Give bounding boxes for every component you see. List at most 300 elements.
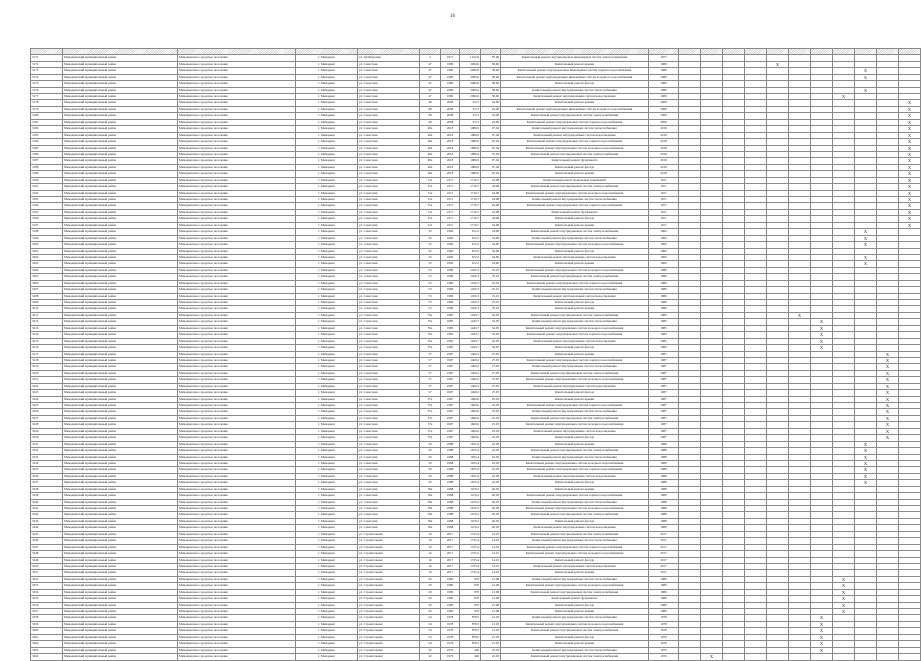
settlement-cell: Мамадышское городское поселение: [178, 151, 296, 157]
year-cell: 2017: [441, 551, 460, 557]
street-cell: ул. Советская: [358, 94, 420, 100]
city-cell: г. Мамадыш: [296, 229, 358, 235]
row-id-cell: 3252: [31, 576, 63, 582]
year-cell: 2008: [441, 100, 460, 106]
area-cell: 1710,7: [460, 177, 481, 183]
period-mark-cell: X: [877, 415, 899, 421]
city-cell: г. Мамадыш: [296, 254, 358, 260]
street-cell: ул. Советская: [358, 209, 420, 215]
period-cell: 1971: [649, 203, 679, 209]
settlement-cell: Мамадышское городское поселение: [178, 254, 296, 260]
wear-cell: 21,08: [481, 583, 501, 589]
wear-cell: 22,03: [481, 454, 501, 460]
work-type-cell: Капитальный ремонт внутридомовых систем холодного водоснабжения: [501, 190, 649, 196]
city-cell: г. Мамадыш: [296, 538, 358, 544]
district-cell: Мамадышский муниципальный район: [63, 641, 178, 647]
row-id-cell: 3180: [31, 113, 63, 119]
period-cell: 1987: [649, 390, 679, 396]
work-type-cell: Капитальный ремонт внутридомовых систем холодного водоснабжения: [501, 325, 649, 331]
period-cell: 1988: [649, 518, 679, 524]
row-id-cell: 3185: [31, 145, 63, 151]
wear-cell: 58,60: [481, 68, 501, 74]
wear-cell: 22,03: [481, 473, 501, 479]
wear-cell: 07,04: [481, 171, 501, 177]
period-cell: 1980: [649, 583, 679, 589]
row-id-cell: 3231: [31, 441, 63, 447]
wear-cell: 07,04: [481, 151, 501, 157]
area-cell: 1470,2: [460, 525, 481, 531]
city-cell: г. Мамадыш: [296, 293, 358, 299]
house-number-cell: 59а: [420, 518, 441, 524]
wear-cell: 27,05: [481, 351, 501, 357]
street-cell: ул. Советская: [358, 216, 420, 222]
street-cell: ул. Советская: [358, 190, 420, 196]
work-type-cell: Капитальный ремонт крыши: [501, 222, 649, 228]
street-cell: ул. Строительная: [358, 634, 420, 640]
period-cell: 1988: [649, 512, 679, 518]
settlement-cell: Мамадышское городское поселение: [178, 609, 296, 615]
settlement-cell: Мамадышское городское поселение: [178, 209, 296, 215]
period-cell: 1986: [649, 274, 679, 280]
district-cell: Мамадышский муниципальный район: [63, 460, 178, 466]
work-type-cell: Капитальный ремонт внутридомовых систем горячего водоснабжения: [501, 139, 649, 145]
district-cell: Мамадышский муниципальный район: [63, 538, 178, 544]
year-cell: 2008: [441, 106, 460, 112]
house-number-cell: 48: [420, 100, 441, 106]
row-id-cell: 3259: [31, 621, 63, 627]
house-number-cell: 51а: [420, 203, 441, 209]
house-number-cell: 57: [420, 383, 441, 389]
street-cell: ул. Строительная: [358, 609, 420, 615]
period-mark-cell: X: [877, 370, 899, 376]
year-cell: 1976: [441, 654, 460, 660]
period-cell: 1978: [649, 628, 679, 634]
district-cell: Мамадышский муниципальный район: [63, 209, 178, 215]
work-type-cell: Капитальный ремонт внутридомовых систем водоотведения: [501, 254, 649, 260]
period-mark-cell: X: [899, 113, 921, 119]
house-number-cell: 32: [420, 647, 441, 653]
house-number-cell: 51а: [420, 209, 441, 215]
work-type-cell: Капитальный ремонт внутридомовых систем водоотведения: [501, 132, 649, 138]
year-cell: 2018: [441, 132, 460, 138]
street-cell: ул. Строительная: [358, 615, 420, 621]
settlement-cell: Мамадышское городское поселение: [178, 512, 296, 518]
year-cell: 1980: [441, 596, 460, 602]
work-type-cell: Капитальный ремонт крыши: [501, 100, 649, 106]
city-cell: г. Мамадыш: [296, 428, 358, 434]
period-mark-cell: X: [899, 106, 921, 112]
district-cell: Мамадышский муниципальный район: [63, 415, 178, 421]
work-type-cell: Капитальный ремонт внутридомовых систем теплоснабжения: [501, 197, 649, 203]
city-cell: г. Мамадыш: [296, 242, 358, 248]
district-cell: Мамадышский муниципальный район: [63, 267, 178, 273]
area-cell: 1986,9: [460, 132, 481, 138]
wear-cell: 22,03: [481, 467, 501, 473]
period-cell: 1980: [649, 74, 679, 80]
street-cell: ул. Строительная: [358, 621, 420, 627]
city-cell: г. Мамадыш: [296, 106, 358, 112]
work-type-cell: Капитальный ремонт внутридомовых систем водоотведения: [501, 293, 649, 299]
city-cell: г. Мамадыш: [296, 448, 358, 454]
settlement-cell: Мамадышское городское поселение: [178, 596, 296, 602]
work-type-cell: Капитальный ремонт крыши: [501, 351, 649, 357]
city-cell: г. Мамадыш: [296, 87, 358, 93]
area-cell: 1460,2: [460, 357, 481, 363]
wear-cell: 32,05: [481, 319, 501, 325]
area-cell: 878,5: [460, 628, 481, 634]
area-cell: 2571: [460, 106, 481, 112]
work-type-cell: Капитальный ремонт внутридомовых систем холодного водоснабжения: [501, 583, 649, 589]
row-id-cell: 3195: [31, 209, 63, 215]
work-type-cell: Капитальный ремонт внутридомовых систем холодного водоснабжения: [501, 422, 649, 428]
settlement-cell: Мамадышское городское поселение: [178, 229, 296, 235]
street-cell: ул. Советская: [358, 164, 420, 170]
house-number-cell: 53: [420, 287, 441, 293]
year-cell: 1987: [441, 428, 460, 434]
period-cell: 2017: [649, 551, 679, 557]
settlement-cell: Мамадышское городское поселение: [178, 68, 296, 74]
year-cell: 1986: [441, 280, 460, 286]
row-id-cell: 3250: [31, 563, 63, 569]
area-cell: 2090,6: [460, 68, 481, 74]
period-cell: 1988: [649, 493, 679, 499]
street-cell: ул. Октябрьская: [358, 55, 420, 61]
district-cell: Мамадышский муниципальный район: [63, 325, 178, 331]
settlement-cell: Мамадышское городское поселение: [178, 506, 296, 512]
period-mark-cell: X: [789, 312, 811, 318]
period-cell: 1987: [649, 409, 679, 415]
row-id-cell: 3261: [31, 634, 63, 640]
district-cell: Мамадышский муниципальный район: [63, 467, 178, 473]
house-number-cell: 49а: [420, 158, 441, 164]
house-number-cell: 57: [420, 351, 441, 357]
district-cell: Мамадышский муниципальный район: [63, 242, 178, 248]
year-cell: 1988: [441, 460, 460, 466]
district-cell: Мамадышский муниципальный район: [63, 409, 178, 415]
period-mark-cell: [767, 654, 789, 660]
district-cell: Мамадышский муниципальный район: [63, 480, 178, 486]
street-cell: ул. Советская: [358, 325, 420, 331]
street-cell: ул. Советская: [358, 345, 420, 351]
city-cell: г. Мамадыш: [296, 441, 358, 447]
city-cell: г. Мамадыш: [296, 383, 358, 389]
period-cell: 1960: [649, 242, 679, 248]
city-cell: г. Мамадыш: [296, 197, 358, 203]
area-cell: 1986,9: [460, 151, 481, 157]
period-mark-cell: X: [701, 654, 723, 660]
area-cell: 1725,4: [460, 544, 481, 550]
row-id-cell: 3202: [31, 254, 63, 260]
row-id-cell: 3191: [31, 184, 63, 190]
row-id-cell: 3237: [31, 480, 63, 486]
district-cell: Мамадышский муниципальный район: [63, 312, 178, 318]
area-cell: 1460,2: [460, 364, 481, 370]
area-cell: 1986,9: [460, 158, 481, 164]
street-cell: ул. Советская: [358, 480, 420, 486]
area-cell: 1655,4: [460, 454, 481, 460]
wear-cell: 20,03: [481, 499, 501, 505]
district-cell: Мамадышский муниципальный район: [63, 377, 178, 383]
work-type-cell: Капитальный ремонт фасада: [501, 435, 649, 441]
settlement-cell: Мамадышское городское поселение: [178, 628, 296, 634]
work-type-cell: Капитальный ремонт крыши: [501, 609, 649, 615]
house-number-cell: 47: [420, 61, 441, 67]
street-cell: ул. Советская: [358, 68, 420, 74]
work-type-cell: Капитальный ремонт крыши: [501, 61, 649, 67]
area-cell: 1660,6: [460, 409, 481, 415]
row-id-cell: 3182: [31, 126, 63, 132]
period-mark-cell: X: [833, 602, 855, 608]
wear-cell: 07,04: [481, 132, 501, 138]
district-cell: Мамадышский муниципальный район: [63, 557, 178, 563]
work-type-cell: Капитальный ремонт внутридомовых систем холодного водоснабжения: [501, 506, 649, 512]
period-cell: 1971: [649, 177, 679, 183]
period-cell: 1971: [649, 209, 679, 215]
row-id-cell: 3227: [31, 415, 63, 421]
street-cell: ул. Советская: [358, 222, 420, 228]
street-cell: ул. Советская: [358, 357, 420, 363]
wear-cell: 20,03: [481, 512, 501, 518]
period-cell: 1971: [649, 222, 679, 228]
house-number-cell: 47: [420, 81, 441, 87]
street-cell: ул. Строительная: [358, 589, 420, 595]
row-id-cell: 3241: [31, 506, 63, 512]
street-cell: ул. Строительная: [358, 654, 420, 660]
area-cell: 1725,4: [460, 531, 481, 537]
year-cell: 1978: [441, 628, 460, 634]
work-type-cell: Капитальный ремонт фасада: [501, 248, 649, 254]
wear-cell: 32,05: [481, 345, 501, 351]
district-cell: Мамадышский муниципальный район: [63, 428, 178, 434]
area-cell: 1470,2: [460, 512, 481, 518]
settlement-cell: Мамадышское городское поселение: [178, 203, 296, 209]
house-number-cell: 51а: [420, 197, 441, 203]
period-cell: 1971: [649, 190, 679, 196]
wear-cell: 22,03: [481, 654, 501, 660]
work-type-cell: Капитальный ремонт внутридомовых систем горячего водоснабжения: [501, 403, 649, 409]
period-cell: 1980: [649, 61, 679, 67]
period-cell: 1986: [649, 280, 679, 286]
work-type-cell: Капитальный ремонт фасада: [501, 518, 649, 524]
city-cell: г. Мамадыш: [296, 551, 358, 557]
period-cell: 1986: [649, 267, 679, 273]
district-cell: Мамадышский муниципальный район: [63, 531, 178, 537]
street-cell: ул. Советская: [358, 145, 420, 151]
area-cell: 1450,3: [460, 300, 481, 306]
house-number-cell: 51а: [420, 222, 441, 228]
work-type-cell: Капитальный ремонт внутридомовых систем холодного водоснабжения: [501, 377, 649, 383]
settlement-cell: Мамадышское городское поселение: [178, 390, 296, 396]
wear-cell: 21,03: [481, 621, 501, 627]
row-id-cell: 3262: [31, 641, 63, 647]
house-number-cell: 5: [420, 55, 441, 61]
area-cell: 2090,6: [460, 94, 481, 100]
row-id-cell: 3226: [31, 409, 63, 415]
house-number-cell: 53: [420, 293, 441, 299]
street-cell: ул. Советская: [358, 518, 420, 524]
city-cell: г. Мамадыш: [296, 351, 358, 357]
period-cell: 1988: [649, 499, 679, 505]
area-cell: 672,2: [460, 242, 481, 248]
period-mark-cell: X: [899, 158, 921, 164]
period-mark-cell: X: [899, 222, 921, 228]
year-cell: 1985: [441, 319, 460, 325]
work-type-cell: Капитальный ремонт крыши: [501, 306, 649, 312]
period-cell: 1987: [649, 370, 679, 376]
wear-cell: 25,01: [481, 293, 501, 299]
work-type-cell: Капитальный ремонт внутридомовых систем горячего водоснабжения: [501, 332, 649, 338]
period-cell: 1988: [649, 467, 679, 473]
work-type-cell: Капитальный ремонт крыши: [501, 396, 649, 402]
period-cell: 1985: [649, 338, 679, 344]
city-cell: г. Мамадыш: [296, 654, 358, 660]
period-mark-cell: X: [877, 422, 899, 428]
period-mark-cell: X: [833, 576, 855, 582]
period-mark-cell: X: [899, 209, 921, 215]
row-id-cell: 3199: [31, 235, 63, 241]
period-mark-cell: X: [855, 467, 877, 473]
period-cell: 1988: [649, 454, 679, 460]
row-id-cell: 3188: [31, 164, 63, 170]
area-cell: 1655,4: [460, 480, 481, 486]
wear-cell: 24,08: [481, 216, 501, 222]
wear-cell: 54,90: [481, 242, 501, 248]
period-cell: 1988: [649, 525, 679, 531]
period-cell: 1986: [649, 287, 679, 293]
house-number-cell: 57: [420, 390, 441, 396]
district-cell: Мамадышский муниципальный район: [63, 390, 178, 396]
house-number-cell: 49а: [420, 132, 441, 138]
district-cell: Мамадышский муниципальный район: [63, 119, 178, 125]
row-id-cell: 3253: [31, 583, 63, 589]
year-cell: 1988: [441, 499, 460, 505]
house-number-cell: 24: [420, 615, 441, 621]
year-cell: 1987: [441, 396, 460, 402]
period-mark-cell: X: [877, 428, 899, 434]
year-cell: 1988: [441, 473, 460, 479]
city-cell: г. Мамадыш: [296, 261, 358, 267]
area-cell: 878,5: [460, 641, 481, 647]
wear-cell: 32,05: [481, 312, 501, 318]
year-cell: 2017: [441, 531, 460, 537]
district-cell: Мамадышский муниципальный район: [63, 383, 178, 389]
district-cell: Мамадышский муниципальный район: [63, 403, 178, 409]
year-cell: 1988: [441, 467, 460, 473]
house-number-cell: 55а: [420, 338, 441, 344]
year-cell: 1987: [441, 370, 460, 376]
year-cell: 1980: [441, 602, 460, 608]
area-cell: 870: [460, 583, 481, 589]
house-number-cell: 52: [420, 248, 441, 254]
house-number-cell: 49а: [420, 145, 441, 151]
period-mark-cell: [745, 654, 767, 660]
district-cell: Мамадышский муниципальный район: [63, 628, 178, 634]
period-mark-cell: X: [855, 254, 877, 260]
row-id-cell: 3172: [31, 61, 63, 67]
period-cell: 1960: [649, 261, 679, 267]
district-cell: Мамадышский муниципальный район: [63, 422, 178, 428]
district-cell: Мамадышский муниципальный район: [63, 647, 178, 653]
wear-cell: 07,04: [481, 158, 501, 164]
city-cell: г. Мамадыш: [296, 190, 358, 196]
city-cell: г. Мамадыш: [296, 306, 358, 312]
city-cell: г. Мамадыш: [296, 583, 358, 589]
wear-cell: 54,90: [481, 261, 501, 267]
row-id-cell: 3242: [31, 512, 63, 518]
work-type-cell: Капитальный ремонт фасада: [501, 216, 649, 222]
district-cell: Мамадышский муниципальный район: [63, 145, 178, 151]
work-type-cell: Капитальный ремонт внутридомовых инженерных систем горячего водоснабжения: [501, 68, 649, 74]
settlement-cell: Мамадышское городское поселение: [178, 654, 296, 660]
work-type-cell: Капитальный ремонт внутридомовых систем холодного водоснабжения: [501, 267, 649, 273]
period-cell: 2018: [649, 171, 679, 177]
district-cell: Мамадышский муниципальный район: [63, 596, 178, 602]
period-mark-cell: X: [877, 390, 899, 396]
year-cell: 1987: [441, 383, 460, 389]
period-mark-cell: X: [811, 319, 833, 325]
city-cell: г. Мамадыш: [296, 61, 358, 67]
work-type-cell: Капитальный ремонт внутридомовых систем электроснабжения: [501, 151, 649, 157]
period-mark-cell: X: [811, 628, 833, 634]
wear-cell: 24,08: [481, 203, 501, 209]
row-id-cell: 3204: [31, 267, 63, 273]
period-mark-cell: X: [899, 100, 921, 106]
year-cell: 1986: [441, 267, 460, 273]
city-cell: г. Мамадыш: [296, 145, 358, 151]
period-cell: 1978: [649, 641, 679, 647]
wear-cell: 58,60: [481, 74, 501, 80]
house-number-cell: 55а: [420, 345, 441, 351]
work-type-cell: Капитальный ремонт внутридомовых систем электроснабжения: [501, 654, 649, 660]
city-cell: г. Мамадыш: [296, 576, 358, 582]
settlement-cell: Мамадышское городское поселение: [178, 570, 296, 576]
wear-cell: 25,03: [481, 415, 501, 421]
area-cell: 1986,9: [460, 126, 481, 132]
year-cell: 1960: [441, 261, 460, 267]
year-cell: 1980: [441, 589, 460, 595]
period-cell: 1980: [649, 602, 679, 608]
street-cell: ул. Строительная: [358, 583, 420, 589]
city-cell: г. Мамадыш: [296, 248, 358, 254]
work-type-cell: Капитальный ремонт внутридомовых систем теплоснабжения: [501, 364, 649, 370]
area-cell: 1710,7: [460, 190, 481, 196]
work-type-cell: Капитальный ремонт внутридомовых систем теплоснабжения: [501, 499, 649, 505]
area-cell: 1710,7: [460, 216, 481, 222]
row-id-cell: 3212: [31, 319, 63, 325]
street-cell: ул. Строительная: [358, 628, 420, 634]
district-cell: Мамадышский муниципальный район: [63, 319, 178, 325]
settlement-cell: Мамадышское городское поселение: [178, 267, 296, 273]
settlement-cell: Мамадышское городское поселение: [178, 448, 296, 454]
period-mark-cell: X: [811, 338, 833, 344]
capital-repair-table-sheet: [30, 48, 912, 661]
row-id-cell: 3230: [31, 435, 63, 441]
period-cell: 1978: [649, 634, 679, 640]
period-cell: 1987: [649, 422, 679, 428]
period-mark-cell: X: [855, 480, 877, 486]
area-cell: 1470,2: [460, 518, 481, 524]
settlement-cell: Мамадышское городское поселение: [178, 190, 296, 196]
period-mark-cell: X: [877, 435, 899, 441]
district-cell: Мамадышский муниципальный район: [63, 441, 178, 447]
settlement-cell: Мамадышское городское поселение: [178, 61, 296, 67]
city-cell: г. Мамадыш: [296, 422, 358, 428]
house-number-cell: 59: [420, 441, 441, 447]
house-number-cell: 59а: [420, 499, 441, 505]
period-cell: 1985: [649, 345, 679, 351]
street-cell: ул. Советская: [358, 499, 420, 505]
year-cell: 1971: [441, 55, 460, 61]
